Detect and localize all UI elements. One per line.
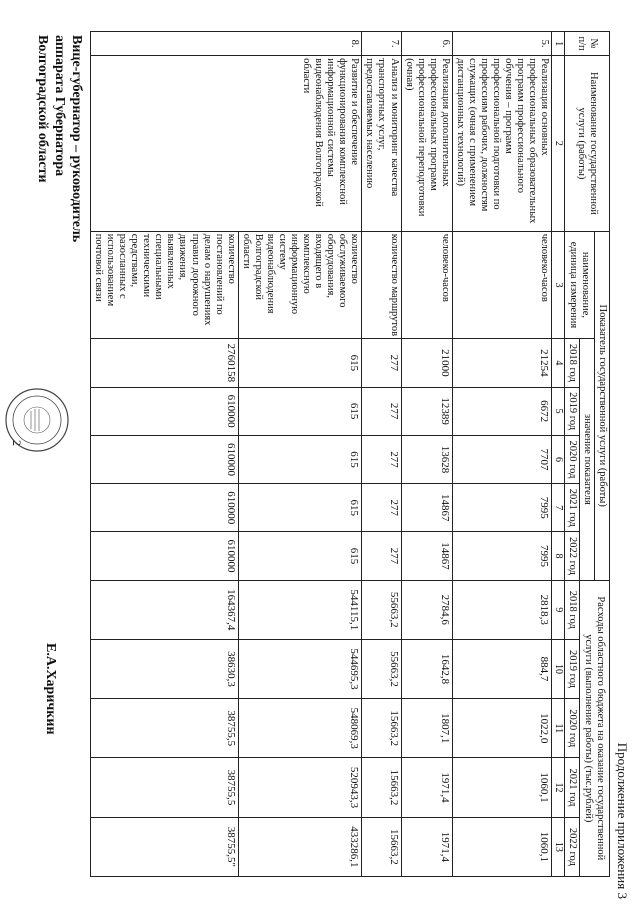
row-budget: 433286,1	[238, 817, 362, 876]
row-unit: человеко-часов	[401, 231, 452, 339]
row-num: 7.	[362, 32, 401, 56]
row-budget: 38755,5	[91, 758, 239, 817]
row-budget: 520943,3	[238, 758, 362, 817]
row-service-name: Развитие и обеспечение функционирования комплексной информационной системы видеонаблюдения Волгоградской области	[91, 56, 362, 232]
row-budget: 164367,4	[91, 580, 239, 639]
signature-position-line: аппарата Губернатора	[52, 35, 68, 177]
header-year: 2020 год	[564, 699, 579, 758]
row-value: 14867	[401, 532, 452, 580]
col-number: 7	[552, 484, 565, 532]
col-number: 10	[552, 639, 565, 698]
row-budget: 15663,2	[362, 817, 401, 876]
row-unit: человеко-часов	[452, 231, 552, 339]
row-service-name: Реализация дополнительных профессиональных программ профессиональной переподготовки (очная)	[401, 56, 452, 232]
col-number: 8	[552, 532, 565, 580]
header-year: 2018 год	[564, 339, 579, 387]
row-unit: количество маршрутов	[362, 231, 401, 339]
row-budget: 1807,1	[401, 699, 452, 758]
row-budget: 1060,1	[452, 817, 552, 876]
header-budget: Расходы областного бюджета на оказание государственной услуги (выполнение работы) (тыс.рублей)	[579, 580, 609, 876]
row-budget: 38755,5"	[91, 817, 239, 876]
row-budget: 2818,3	[452, 580, 552, 639]
table-row	[238, 32, 362, 877]
row-budget: 55663,2	[362, 580, 401, 639]
header-year: 2022 год	[564, 532, 579, 580]
row-value: 21254	[452, 339, 552, 387]
row-value: 21000	[401, 339, 452, 387]
col-number: 4	[552, 339, 565, 387]
row-value: 7995	[452, 532, 552, 580]
row-value: 7707	[452, 435, 552, 483]
row-value: 277	[362, 484, 401, 532]
row-value: 2760158	[91, 339, 239, 387]
row-unit: количество обслуживаемого оборудования, входящего в комплексную информационную систему видеонаблюдения Волгоградской области	[238, 231, 362, 339]
row-budget: 38755,5	[91, 699, 239, 758]
col-number: 5	[552, 387, 565, 435]
header-year: 2019 год	[564, 387, 579, 435]
row-value: 615	[238, 435, 362, 483]
row-budget: 2784,6	[401, 580, 452, 639]
row-budget: 548069,3	[238, 699, 362, 758]
table-row	[362, 32, 401, 877]
row-budget: 55663,2	[362, 639, 401, 698]
row-value: 615	[238, 339, 362, 387]
header-num: № п/п	[564, 32, 609, 56]
row-num: 8.	[91, 32, 362, 56]
row-unit: количество постановлений по делам о нарушениях правил дорожного движения, выявленных специальными техническими средствами, разосланных с использованием почтовой связи	[91, 231, 239, 339]
row-value: 610000	[91, 387, 239, 435]
rotated-page	[4, 3, 636, 903]
col-number: 12	[552, 758, 565, 817]
signature-position-line: Вице-губернатор – руководитель	[69, 35, 84, 243]
row-num: 6.	[401, 32, 452, 56]
col-number: 3	[552, 231, 565, 339]
col-number: 1	[552, 32, 565, 56]
row-value: 610000	[91, 532, 239, 580]
row-budget: 544115,1	[238, 580, 362, 639]
row-value: 277	[362, 435, 401, 483]
row-num: 5.	[452, 32, 552, 56]
header-values: значение показателя	[579, 339, 594, 580]
header-year: 2022 год	[564, 817, 579, 876]
continuation-label: Продолжение приложения 3	[615, 742, 630, 899]
col-number: 2	[552, 56, 565, 232]
row-budget: 884,7	[452, 639, 552, 698]
row-budget: 38630,3	[91, 639, 239, 698]
row-budget: 15663,2	[362, 758, 401, 817]
table-row	[401, 32, 452, 877]
row-budget: 1971,4	[401, 758, 452, 817]
row-value: 615	[238, 532, 362, 580]
row-value: 14867	[401, 484, 452, 532]
row-budget: 544695,3	[238, 639, 362, 698]
row-budget: 1060,1	[452, 758, 552, 817]
row-value: 277	[362, 339, 401, 387]
signature-position	[34, 35, 84, 242]
header-service-name: Наименование государственной услуги (работы)	[564, 56, 609, 232]
signature-name: Е.А.Харичкин	[43, 643, 58, 735]
row-value: 12389	[401, 387, 452, 435]
col-number: 13	[552, 817, 565, 876]
col-number: 6	[552, 435, 565, 483]
header-year: 2019 год	[564, 639, 579, 698]
row-value: 610000	[91, 484, 239, 532]
row-budget: 1022,0	[452, 699, 552, 758]
row-budget: 15663,2	[362, 699, 401, 758]
header-year: 2021 год	[564, 758, 579, 817]
row-value: 277	[362, 387, 401, 435]
row-value: 610000	[91, 435, 239, 483]
row-budget: 1971,4	[401, 817, 452, 876]
signature-position-line: Волгоградской области	[35, 35, 51, 183]
col-number: 9	[552, 580, 565, 639]
col-number: 11	[552, 699, 565, 758]
row-service-name: Реализация основных профессиональных образовательных программ профессионального обучения – программ профессиональной подготовки по профессиям рабочих, должностям служащих (очная с применением дистанционных технологий)	[452, 56, 552, 232]
official-seal-icon	[4, 387, 70, 453]
row-value: 6672	[452, 387, 552, 435]
row-value: 615	[238, 387, 362, 435]
row-service-name: Анализ и мониторинг качества транспортных услуг, предоставляемых населению	[362, 56, 401, 232]
table-row	[452, 32, 552, 877]
row-value: 615	[238, 484, 362, 532]
row-value: 13628	[401, 435, 452, 483]
header-year: 2021 год	[564, 484, 579, 532]
page-number: 2	[10, 440, 24, 446]
row-value: 277	[362, 532, 401, 580]
row-budget: 1642,8	[401, 639, 452, 698]
service-table	[90, 31, 610, 877]
header-indicator: Показатель государственной услуги (работы)	[594, 231, 609, 580]
header-year: 2020 год	[564, 435, 579, 483]
row-value: 7995	[452, 484, 552, 532]
header-unit: наименование, единица измерения	[564, 231, 594, 339]
header-year: 2018 год	[564, 580, 579, 639]
